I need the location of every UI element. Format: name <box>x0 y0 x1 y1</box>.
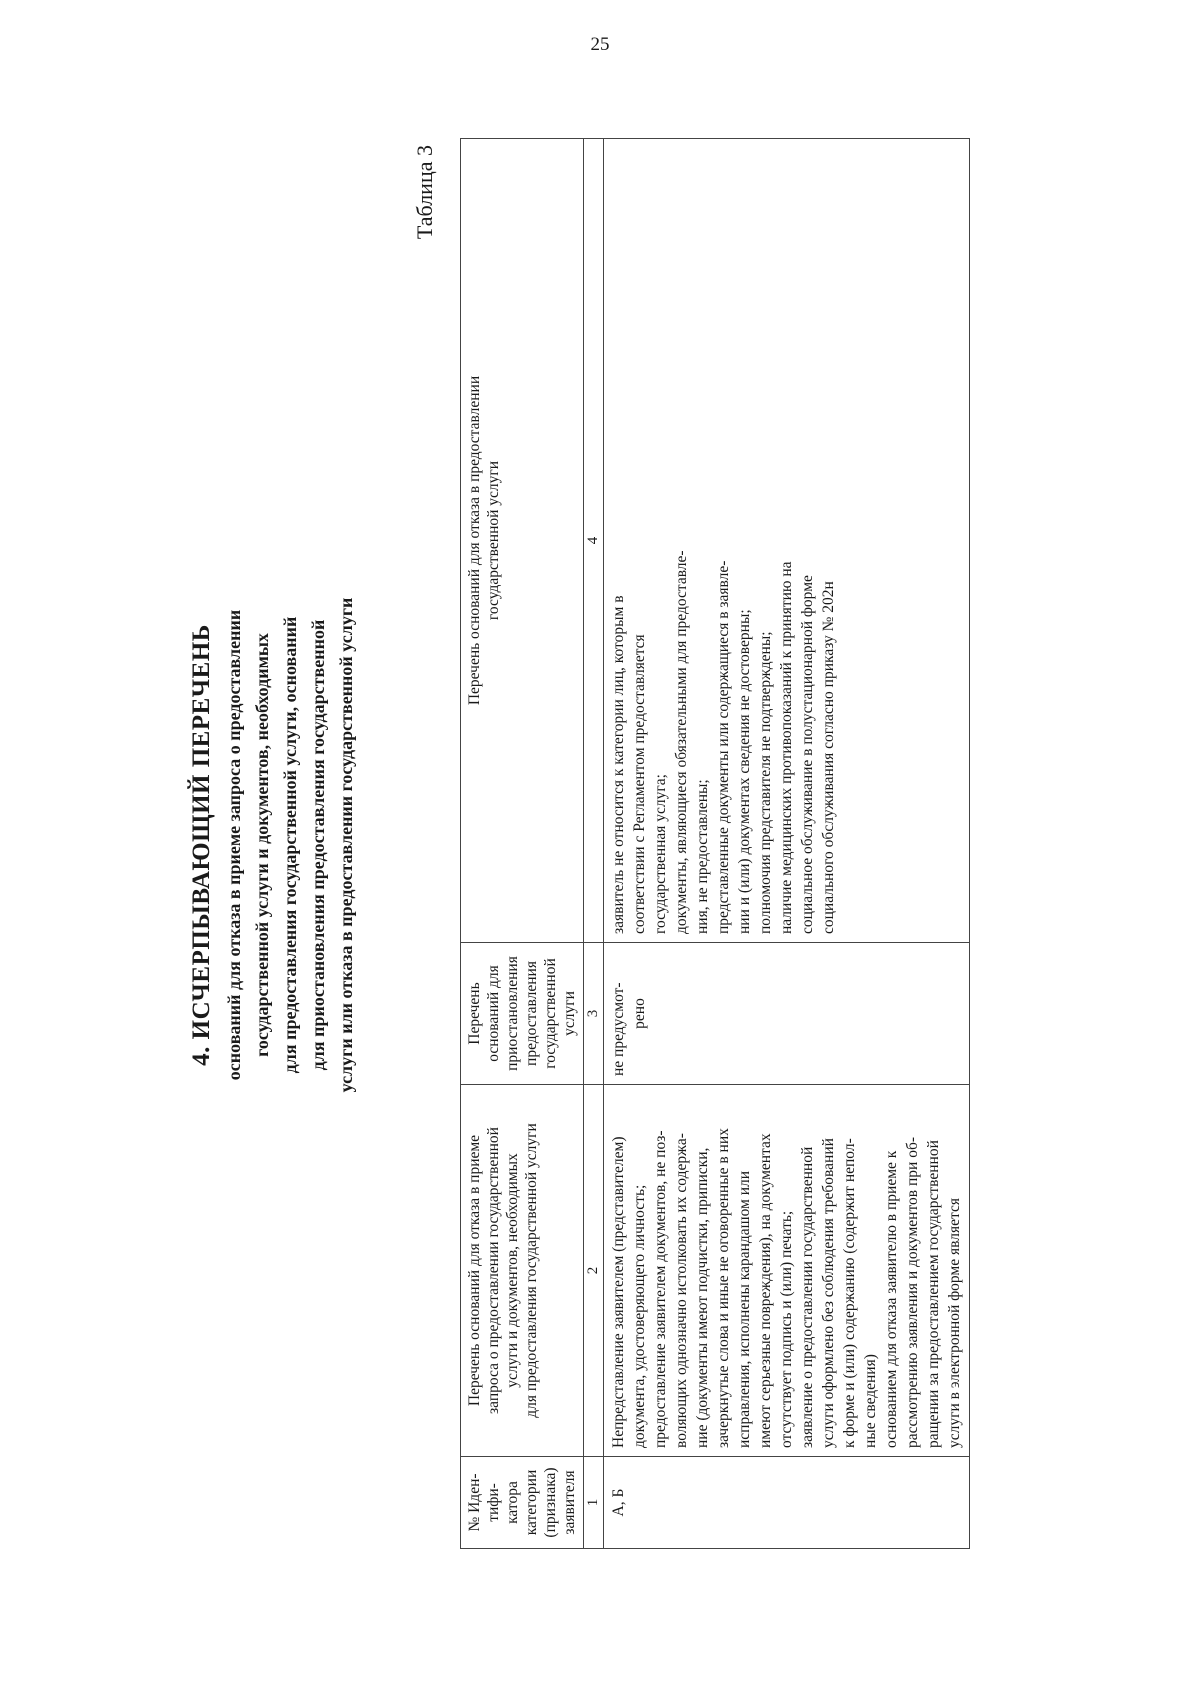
column-number: 1 <box>584 1457 604 1549</box>
cell-refusal-to-provide: заявитель не относится к категории лиц, которым в соответствии с Регламентом предоставляется государственная услуга; документы, являющиеся обязательными для предоставле- ния, не предоставлены; представленные документы или содержащиеся в заявле- нии и (или) документах сведения не достоверны; полномочия представителя не подтверждены; наличие медицинских противопоказаний к принятию на социальное обслуживание в полустационарной форме социального обслуживания согласно приказу № 202н <box>604 139 970 943</box>
section-subtitle-line: услуги или отказа в предоставлении государственной услуги <box>336 597 356 1093</box>
column-number: 3 <box>584 943 604 1085</box>
section-subtitle-line: оснований для отказа в приеме запроса о предоставлении <box>224 609 244 1081</box>
header-refusal-to-provide: Перечень оснований для отказа в предоставлении государственной услуги <box>461 139 584 943</box>
cell-refusal-to-accept: Непредставление заявителем (представителем) документа, удостоверяющего личность; предоставление заявителем документов, не поз- воляющих однозначно истолковать их содержа- ние (документы имеют подчистки, приписки, зачеркнутые слова и иные не оговоренные в них исправления, исполнены карандашом или имеют серьезные повреждения), на документах отсутствует подпись и (или) печать; заявление о предоставлении государственной услуги оформлено без соблюдения требований к форме и (или) содержанию (содержит непол- ные сведения) основанием для отказа заявителю в приеме к рассмотрению заявления и документов при об- ращении за предоставлением государственной услуги в электронной форме является <box>604 1085 970 1457</box>
cell-suspension: не предусмот- рено <box>604 943 970 1085</box>
section-heading <box>188 135 360 1555</box>
column-number: 4 <box>584 139 604 943</box>
column-number-row <box>584 139 604 1549</box>
section-subtitle-line: для предоставления государственной услуги, оснований <box>280 616 300 1074</box>
rotated-page-content <box>130 135 1130 1555</box>
section-title: 4. ИСЧЕРПЫВАЮЩИЙ ПЕРЕЧЕНЬ <box>188 624 215 1066</box>
page-number: 25 <box>590 34 610 55</box>
table-row <box>604 139 970 1549</box>
column-number: 2 <box>584 1085 604 1457</box>
header-applicant-category: № Иден- тифи- катора категории (признака) заявителя <box>461 1457 584 1549</box>
section-subtitle-line: для приостановления предоставления государственной <box>308 619 328 1071</box>
header-refusal-to-accept: Перечень оснований для отказа в приеме запроса о предоставлении государственной услуги и документов, необходимых для предоставления государственной услуги <box>461 1085 584 1457</box>
grounds-table <box>460 138 970 1549</box>
cell-applicant-category: А, Б <box>604 1457 970 1549</box>
header-suspension: Перечень оснований для приостановления предоставления государственной услуги <box>461 943 584 1085</box>
table-label: Таблица 3 <box>412 145 437 240</box>
section-subtitle-line: государственной услуги и документов, необходимых <box>252 633 272 1057</box>
table-header-row <box>461 139 584 1549</box>
